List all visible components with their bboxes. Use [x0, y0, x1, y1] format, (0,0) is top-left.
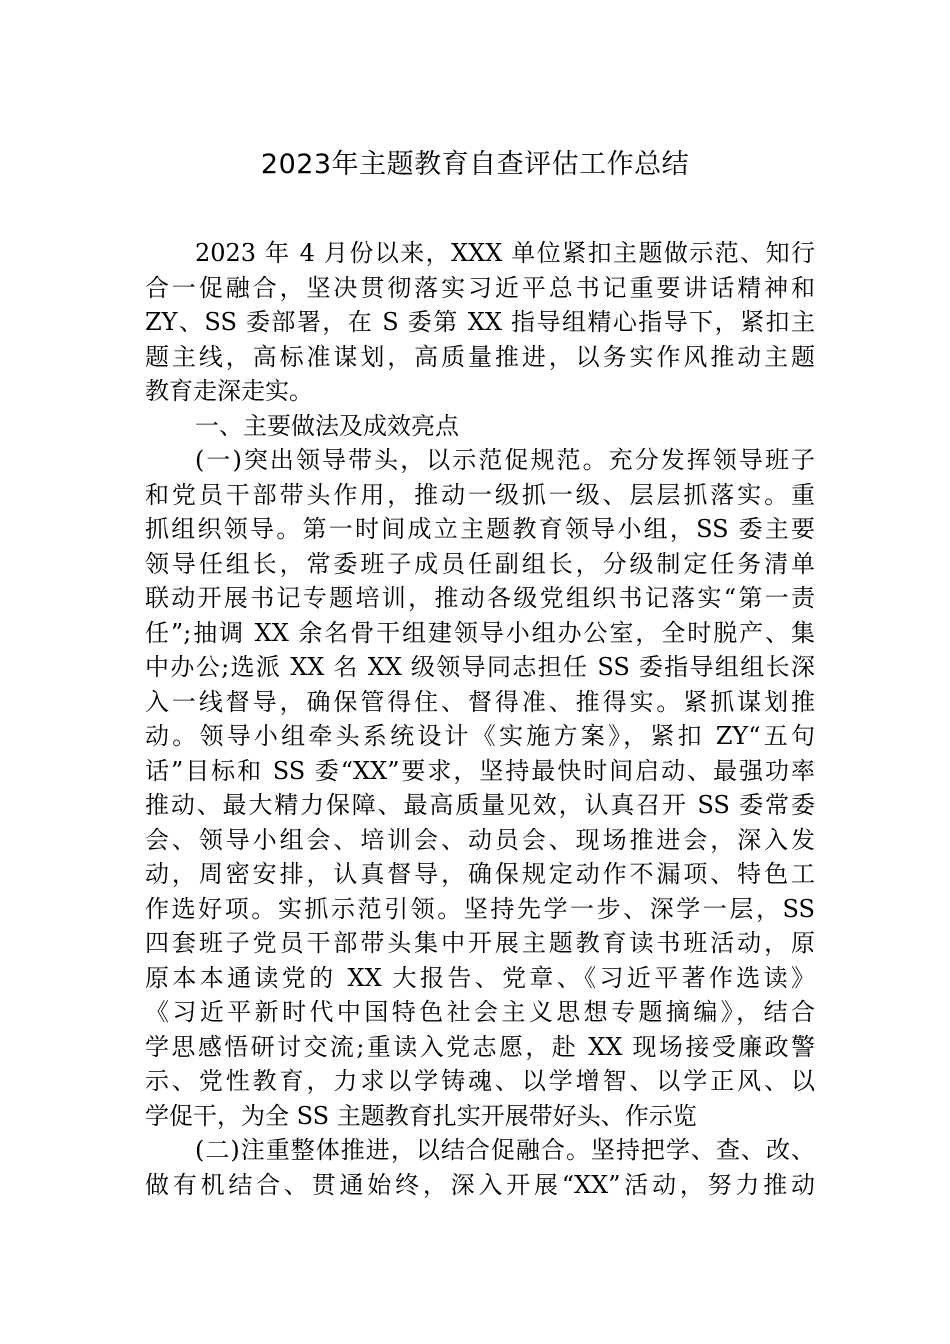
text-line: 话”目标和 SS 委“XX”要求，坚持最快时间启动、最强功率: [145, 756, 815, 785]
text-line: 学促干，为全 SS 主题教育扎实开展带好头、作示览: [145, 1101, 697, 1130]
text-line: 抓组织领导。第一时间成立主题教育领导小组，SS 委主要: [145, 515, 815, 543]
text-line: 动，周密安排，认真督导，确保规定动作不漏项、特色工: [145, 860, 815, 888]
text-line: (二)注重整体推进，以结合促融合。坚持把学、查、改、: [195, 1136, 815, 1164]
text-line: 中办公;选派 XX 名 XX 级领导同志担任 SS 委指导组组长深: [145, 653, 815, 681]
text-line: 示、党性教育，力求以学铸魂、以学增智、以学正风、以: [145, 1067, 815, 1095]
text-line: (一)突出领导带头，以示范促规范。充分发挥领导班子: [195, 446, 815, 474]
text-line: ZY、SS 委部署，在 S 委第 XX 指导组精心指导下，紧扣主: [145, 308, 815, 336]
text-line: 联动开展书记专题培训，推动各级党组织书记落实“第一责: [145, 584, 815, 612]
text-line: 原本本通读党的 XX 大报告、党章、《习近平著作选读》: [145, 963, 815, 992]
text-line: 学思感悟研讨交流;重读入党志愿，赴 XX 现场接受廉政警: [145, 1032, 815, 1061]
text-line: 作选好项。实抓示范引领。坚持先学一步、深学一层，SS: [145, 894, 815, 923]
text-line: 《习近平新时代中国特色社会主义思想专题摘编》，结合: [145, 998, 815, 1026]
document-title: 2023年主题教育自查评估工作总结: [260, 149, 690, 180]
text-line: 任”;抽调 XX 余名骨干组建领导小组办公室，全时脱产、集: [145, 618, 815, 647]
text-line: 题主线，高标准谋划，高质量推进，以务实作风推动主题: [145, 342, 815, 371]
text-line: 四套班子党员干部带头集中开展主题教育读书班活动，原: [145, 929, 815, 957]
text-line: 领导任组长，常委班子成员任副组长，分级制定任务清单: [145, 549, 815, 578]
text-line: 推动、最大精力保障、最高质量见效，认真召开 SS 委常委: [145, 791, 815, 819]
text-line: 会、领导小组会、培训会、动员会、现场推进会，深入发: [145, 825, 815, 854]
text-line: 入一线督导，确保管得住、督得准、推得实。紧抓谋划推: [145, 687, 815, 716]
text-line: 2023 年 4 月份以来，XXX 单位紧扣主题做示范、知行: [195, 239, 815, 267]
text-line: 教育走深走实。: [145, 377, 313, 405]
section-heading: 一、主要做法及成效亮点: [195, 411, 459, 440]
text-line: 和党员干部带头作用，推动一级抓一级、层层抓落实。重: [145, 480, 815, 509]
text-line: 动。领导小组牵头系统设计《实施方案》，紧扣 ZY“五句: [145, 722, 815, 750]
text-line: 合一促融合，坚决贯彻落实习近平总书记重要讲话精神和: [145, 273, 815, 302]
text-line: 做有机结合、贯通始终，深入开展“XX”活动，努力推动: [145, 1170, 815, 1199]
document-body: [145, 236, 815, 1202]
